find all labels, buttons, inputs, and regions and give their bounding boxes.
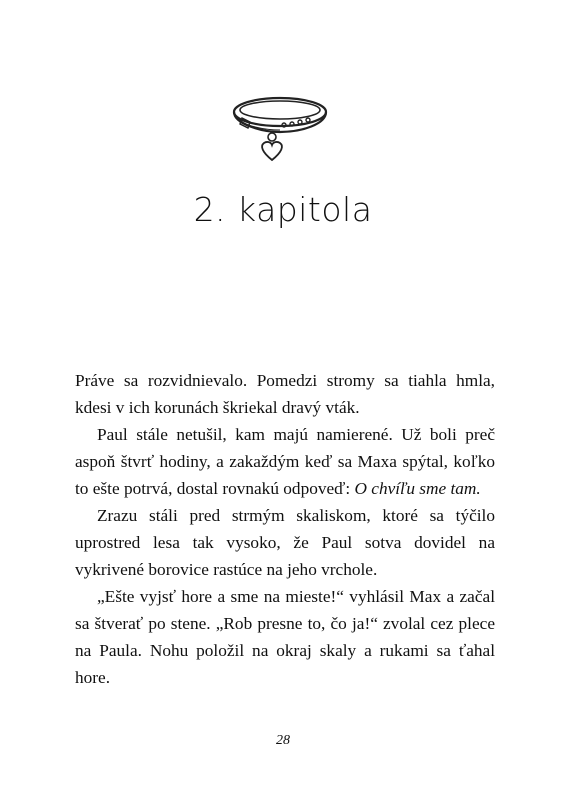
paragraph-text: Zrazu stáli pred strmým skaliskom, ktoré sa týčilo uprostred lesa tak vysoko, že Paul sotva dovidel na vykrivené borovice rastúce na jeho vrchole. <box>75 506 495 579</box>
chapter-title: 2. kapitola <box>193 190 373 229</box>
chapter-body <box>75 367 495 691</box>
paragraph <box>75 502 495 583</box>
paragraph <box>75 583 495 691</box>
dog-collar-icon <box>222 88 344 168</box>
paragraph-italic-text: O chvíľu sme tam. <box>354 479 481 498</box>
paragraph <box>75 367 495 421</box>
paragraph-text: Práve sa rozvidnievalo. Pomedzi stromy sa tiahla hmla, kdesi v ich korunách škriekal dravý vták. <box>75 371 495 417</box>
paragraph-text: Paul stále netušil, kam majú namierené. Už boli preč aspoň štvrť hodiny, a zakaždým keď sa Maxa spýtal, koľko to ešte potrvá, dostal rovnakú odpoveď: <box>75 425 495 498</box>
paragraph <box>75 421 495 502</box>
page-number: 28 <box>276 733 290 748</box>
paragraph-text: „Ešte vyjsť hore a sme na mieste!“ vyhlásil Max a začal sa štverať po stene. „Rob presne to, čo ja!“ zvolal cez plece na Paula. Nohu položil na okraj skaly a rukami sa ťahal hore. <box>75 587 495 687</box>
